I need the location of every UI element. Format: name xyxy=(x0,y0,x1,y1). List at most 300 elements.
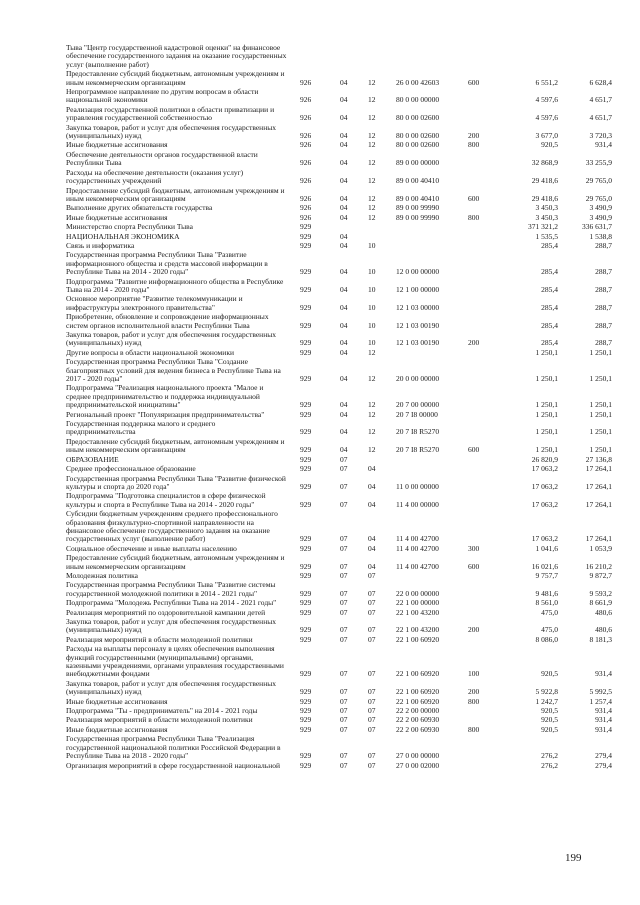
subsection-code: 07 xyxy=(368,760,376,770)
subsection-code: 12 xyxy=(368,95,376,105)
amount-year-1: 1 250,1 xyxy=(535,347,558,357)
target-article-code: 27 0 00 02000 xyxy=(396,760,440,770)
ved-code: 929 xyxy=(300,240,312,250)
expense-type-code: 800 xyxy=(468,212,480,222)
ved-code: 926 xyxy=(300,113,312,123)
target-article-code: 22 0 00 00000 xyxy=(396,588,440,598)
section-code: 04 xyxy=(340,302,348,312)
target-article-code: 11 4 00 00000 xyxy=(396,499,439,509)
amount-year-2: 8 181,3 xyxy=(589,634,612,644)
amount-year-1: 26 820,9 xyxy=(531,454,558,464)
row-name: Предоставление субсидий бюджетным, автономным учреждениям и иным некоммерческим организациям xyxy=(66,553,285,571)
budget-table xyxy=(66,43,612,771)
table-row xyxy=(66,347,612,357)
section-code: 04 xyxy=(340,158,348,168)
amount-year-2: 1 250,1 xyxy=(589,347,612,357)
section-code: 04 xyxy=(340,320,348,330)
row-name: Расходы на выплаты персоналу в целях обеспечения выполнения функций государственными (муниципальными) органами, казенными учреждениями, органами управления государственными внебюджетными фондами xyxy=(66,644,284,679)
ved-code: 926 xyxy=(300,193,312,203)
subsection-code: 04 xyxy=(368,481,376,491)
table-row xyxy=(66,464,612,474)
amount-year-1: 1 535,5 xyxy=(535,231,558,241)
amount-year-1: 4 597,6 xyxy=(535,113,558,123)
section-code: 04 xyxy=(340,267,348,277)
amount-year-2: 16 210,2 xyxy=(585,561,612,571)
section-code: 07 xyxy=(340,715,348,725)
subsection-code: 07 xyxy=(368,706,376,716)
ved-code: 929 xyxy=(300,669,312,679)
ved-code: 929 xyxy=(300,445,312,455)
section-code: 04 xyxy=(340,95,348,105)
section-code: 07 xyxy=(340,669,348,679)
amount-year-2: 17 264,1 xyxy=(585,499,612,509)
table-row xyxy=(66,294,612,312)
subsection-code: 10 xyxy=(368,320,376,330)
ved-code: 929 xyxy=(300,561,312,571)
ved-code: 929 xyxy=(300,687,312,697)
section-code: 04 xyxy=(340,77,348,87)
amount-year-2: 17 264,1 xyxy=(585,481,612,491)
subsection-code: 12 xyxy=(368,131,376,141)
target-article-code: 80 0 00 02600 xyxy=(396,131,440,141)
target-article-code: 22 1 00 00000 xyxy=(396,598,440,608)
subsection-code: 07 xyxy=(368,625,376,635)
target-article-code: 22 1 00 60920 xyxy=(396,669,440,679)
ved-code: 926 xyxy=(300,212,312,222)
amount-year-1: 920,5 xyxy=(541,715,558,725)
subsection-code: 12 xyxy=(368,158,376,168)
section-code: 07 xyxy=(340,607,348,617)
table-row xyxy=(66,250,612,277)
table-row xyxy=(66,607,612,617)
ved-code: 929 xyxy=(300,481,312,491)
section-code: 07 xyxy=(340,625,348,635)
table-row xyxy=(66,724,612,734)
table-row xyxy=(66,580,612,598)
amount-year-2: 17 264,1 xyxy=(585,534,612,544)
target-article-code: 89 0 00 00000 xyxy=(396,158,440,168)
amount-year-2: 1 257,4 xyxy=(589,696,612,706)
row-name: Реализация мероприятий в области молодежной политики xyxy=(66,634,253,644)
page-number: 199 xyxy=(565,852,582,864)
subsection-code: 07 xyxy=(368,598,376,608)
amount-year-2: 480,6 xyxy=(595,625,612,635)
section-code: 07 xyxy=(340,570,348,580)
expense-type-code: 800 xyxy=(468,724,480,734)
amount-year-1: 8 561,0 xyxy=(535,598,558,608)
ved-code: 929 xyxy=(300,570,312,580)
section-code: 04 xyxy=(340,445,348,455)
section-code: 07 xyxy=(340,687,348,697)
amount-year-1: 920,5 xyxy=(541,140,558,150)
table-row xyxy=(66,734,612,761)
amount-year-1: 285,4 xyxy=(541,240,558,250)
subsection-code: 04 xyxy=(368,464,376,474)
amount-year-1: 29 418,6 xyxy=(531,176,558,186)
ved-code: 926 xyxy=(300,77,312,87)
amount-year-2: 9 872,7 xyxy=(589,570,612,580)
section-code: 07 xyxy=(340,534,348,544)
section-code: 04 xyxy=(340,284,348,294)
row-name: Иные бюджетные ассигнования xyxy=(66,724,168,734)
table-row xyxy=(66,491,612,509)
amount-year-2: 288,7 xyxy=(595,267,612,277)
ved-code: 929 xyxy=(300,499,312,509)
ved-code: 926 xyxy=(300,140,312,150)
subsection-code: 12 xyxy=(368,347,376,357)
subsection-code: 12 xyxy=(368,212,376,222)
row-name: Закупка товаров, работ и услуг для обеспечения государственных (муниципальных) нужд xyxy=(66,330,277,348)
section-code: 07 xyxy=(340,696,348,706)
amount-year-1: 1 242,7 xyxy=(535,696,558,706)
subsection-code: 07 xyxy=(368,634,376,644)
amount-year-2: 931,4 xyxy=(595,724,612,734)
amount-year-2: 1 250,1 xyxy=(589,400,612,410)
amount-year-2: 931,4 xyxy=(595,706,612,716)
ved-code: 929 xyxy=(300,751,312,761)
target-article-code: 12 1 03 00190 xyxy=(396,338,440,348)
section-code: 07 xyxy=(340,588,348,598)
table-row xyxy=(66,644,612,679)
amount-year-1: 920,5 xyxy=(541,724,558,734)
subsection-code: 12 xyxy=(368,400,376,410)
row-name: Иные бюджетные ассигнования xyxy=(66,140,168,150)
subsection-code: 10 xyxy=(368,267,376,277)
target-article-code: 89 0 00 40410 xyxy=(396,176,440,186)
table-row xyxy=(66,212,612,222)
target-article-code: 89 0 00 99990 xyxy=(396,203,440,213)
row-name: Государственная поддержка малого и среднего предпринимательства xyxy=(66,419,216,437)
amount-year-1: 17 063,2 xyxy=(531,534,558,544)
amount-year-1: 1 250,1 xyxy=(535,409,558,419)
target-article-code: 80 0 00 02600 xyxy=(396,113,440,123)
amount-year-2: 931,4 xyxy=(595,715,612,725)
expense-type-code: 200 xyxy=(468,131,480,141)
table-row xyxy=(66,617,612,635)
ved-code: 926 xyxy=(300,131,312,141)
amount-year-2: 6 628,4 xyxy=(589,77,612,87)
section-code: 07 xyxy=(340,499,348,509)
section-code: 04 xyxy=(340,338,348,348)
target-article-code: 20 7 I8 00000 xyxy=(396,409,438,419)
ved-code: 929 xyxy=(300,320,312,330)
amount-year-2: 288,7 xyxy=(595,284,612,294)
ved-code: 929 xyxy=(300,409,312,419)
row-name: Государственная программа Республики Тыва "Создание благоприятных условий для ведения бизнеса в Республике Тыва на 2017 - 2020 годы" xyxy=(66,357,281,384)
section-code: 04 xyxy=(340,347,348,357)
amount-year-2: 33 255,9 xyxy=(585,158,612,168)
target-article-code: 11 4 00 42700 xyxy=(396,561,439,571)
amount-year-1: 1 250,1 xyxy=(535,400,558,410)
amount-year-1: 285,4 xyxy=(541,284,558,294)
expense-type-code: 600 xyxy=(468,561,480,571)
amount-year-1: 29 418,6 xyxy=(531,193,558,203)
subsection-code: 07 xyxy=(368,687,376,697)
amount-year-1: 5 922,8 xyxy=(535,687,558,697)
amount-year-2: 5 992,5 xyxy=(589,687,612,697)
amount-year-1: 17 063,2 xyxy=(531,464,558,474)
target-article-code: 80 0 00 00000 xyxy=(396,95,440,105)
ved-code: 926 xyxy=(300,158,312,168)
row-name: Связь и информатика xyxy=(66,240,135,250)
expense-type-code: 200 xyxy=(468,338,480,348)
row-name: Социальное обеспечение и иные выплаты населению xyxy=(66,543,237,553)
amount-year-1: 285,4 xyxy=(541,320,558,330)
amount-year-1: 475,0 xyxy=(541,625,558,635)
amount-year-1: 371 321,2 xyxy=(528,222,558,232)
row-name: Предоставление субсидий бюджетным, автономным учреждениям и иным некоммерческим организациям xyxy=(66,436,285,455)
row-name: Региональный проект "Популяризация предпринимательства" xyxy=(66,409,265,419)
expense-type-code: 300 xyxy=(468,543,480,553)
table-row xyxy=(66,231,612,241)
ved-code: 929 xyxy=(300,534,312,544)
ved-code: 929 xyxy=(300,706,312,716)
amount-year-2: 1 250,1 xyxy=(589,427,612,437)
ved-code: 929 xyxy=(300,231,312,241)
subsection-code: 04 xyxy=(368,534,376,544)
section-code: 04 xyxy=(340,240,348,250)
target-article-code: 22 1 00 43200 xyxy=(396,607,440,617)
ved-code: 929 xyxy=(300,724,312,734)
amount-year-1: 920,5 xyxy=(541,669,558,679)
ved-code: 929 xyxy=(300,427,312,437)
amount-year-1: 1 250,1 xyxy=(535,374,558,384)
amount-year-1: 920,5 xyxy=(541,706,558,716)
amount-year-1: 285,4 xyxy=(541,338,558,348)
table-row xyxy=(66,509,612,544)
amount-year-1: 17 063,2 xyxy=(531,481,558,491)
row-name: Предоставление субсидий бюджетным, автономным учреждениям и иным некоммерческим организациям xyxy=(66,185,285,203)
amount-year-2: 4 651,7 xyxy=(589,113,612,123)
expense-type-code: 200 xyxy=(468,625,480,635)
amount-year-1: 8 086,0 xyxy=(535,634,558,644)
subsection-code: 04 xyxy=(368,499,376,509)
ved-code: 929 xyxy=(300,222,312,232)
section-code: 04 xyxy=(340,176,348,186)
target-article-code: 22 1 00 60920 xyxy=(396,687,440,697)
ved-code: 929 xyxy=(300,588,312,598)
row-name: Организация мероприятий в сфере государственной национальной xyxy=(66,760,280,770)
section-code: 07 xyxy=(340,481,348,491)
row-name: Иные бюджетные ассигнования xyxy=(66,696,168,706)
target-article-code: 22 2 00 60930 xyxy=(396,715,440,725)
ved-code: 929 xyxy=(300,338,312,348)
table-row xyxy=(66,203,612,213)
amount-year-1: 285,4 xyxy=(541,267,558,277)
ved-code: 929 xyxy=(300,284,312,294)
target-article-code: 89 0 00 99990 xyxy=(396,212,440,222)
section-code: 07 xyxy=(340,706,348,716)
subsection-code: 12 xyxy=(368,77,376,87)
row-name: Реализация мероприятий по оздоровительной кампании детей xyxy=(66,607,266,617)
row-name: Иные бюджетные ассигнования xyxy=(66,212,168,222)
expense-type-code: 100 xyxy=(468,669,480,679)
section-code: 04 xyxy=(340,231,348,241)
section-code: 04 xyxy=(340,427,348,437)
row-name: Закупка товаров, работ и услуг для обеспечения государственных (муниципальных) нужд xyxy=(66,678,277,697)
row-name: Непрограммное направление по другим вопросам в области национальной экономики xyxy=(66,87,259,105)
row-name: Государственная программа Республики Тыва "Развитие физической культуры и спорта до 2020 года" xyxy=(66,473,286,491)
row-name: Закупка товаров, работ и услуг для обеспечения государственных (муниципальных) нужд xyxy=(66,617,277,635)
target-article-code: 27 0 00 00000 xyxy=(396,751,440,761)
table-row xyxy=(66,570,612,580)
target-article-code: 22 2 00 00000 xyxy=(396,706,440,716)
subsection-code: 10 xyxy=(368,284,376,294)
ved-code: 929 xyxy=(300,454,312,464)
table-row xyxy=(66,409,612,419)
subsection-code: 12 xyxy=(368,113,376,123)
table-row xyxy=(66,167,612,186)
ved-code: 929 xyxy=(300,543,312,553)
expense-type-code: 600 xyxy=(468,193,480,203)
table-row xyxy=(66,149,612,168)
amount-year-2: 279,4 xyxy=(595,751,612,761)
ved-code: 929 xyxy=(300,598,312,608)
subsection-code: 07 xyxy=(368,588,376,598)
row-name: Подпрограмма "Молодежь Республики Тыва на 2014 - 2021 годы" xyxy=(66,598,277,608)
section-code: 07 xyxy=(340,724,348,734)
target-article-code: 20 7 00 00000 xyxy=(396,400,440,410)
row-name: Реализация мероприятий в области молодежной политики xyxy=(66,715,253,725)
amount-year-2: 1 250,1 xyxy=(589,374,612,384)
amount-year-1: 17 063,2 xyxy=(531,499,558,509)
amount-year-2: 3 490,9 xyxy=(589,203,612,213)
target-article-code: 12 0 00 00000 xyxy=(396,267,440,277)
target-article-code: 12 1 03 00190 xyxy=(396,320,440,330)
target-article-code: 20 7 I8 R5270 xyxy=(396,427,440,437)
amount-year-1: 276,2 xyxy=(541,751,558,761)
row-name: Государственная программа Республики Тыва "Развитие информационного общества и средств массовой информации в Республике Тыва на 2014 - 2020 годы" xyxy=(66,250,268,277)
row-name: Расходы на обеспечение деятельности (оказания услуг) государственных учреждений xyxy=(66,167,244,186)
amount-year-1: 9 481,6 xyxy=(535,588,558,598)
section-code: 07 xyxy=(340,751,348,761)
ved-code: 929 xyxy=(300,400,312,410)
amount-year-2: 480,6 xyxy=(595,607,612,617)
amount-year-1: 1 041,6 xyxy=(535,543,558,553)
ved-code: 929 xyxy=(300,715,312,725)
expense-type-code: 200 xyxy=(468,687,480,697)
table-row xyxy=(66,419,612,437)
row-name: Среднее профессиональное образование xyxy=(66,464,196,474)
row-name: Подпрограмма "Реализация национального проекта "Малое и среднее предпринимательство и поддержка индивидуальной предпринимательской инициативы" xyxy=(66,383,264,410)
section-code: 07 xyxy=(340,598,348,608)
amount-year-2: 931,4 xyxy=(595,140,612,150)
table-row xyxy=(66,312,612,330)
table-row xyxy=(66,185,612,204)
section-code: 04 xyxy=(340,113,348,123)
amount-year-1: 3 677,0 xyxy=(535,131,558,141)
table-row xyxy=(66,598,612,608)
table-row xyxy=(66,357,612,384)
subsection-code: 07 xyxy=(368,724,376,734)
table-row xyxy=(66,678,612,697)
table-row xyxy=(66,87,612,105)
table-row xyxy=(66,543,612,553)
row-name: Подпрограмма "Развитие информационного общества в Республике Тыва на 2014 - 2020 годы" xyxy=(66,276,284,294)
ved-code: 926 xyxy=(300,176,312,186)
target-article-code: 20 0 00 00000 xyxy=(396,374,440,384)
amount-year-2: 1 250,1 xyxy=(589,409,612,419)
table-row xyxy=(66,760,612,770)
row-name: Молодежная политика xyxy=(66,570,138,580)
amount-year-2: 8 661,9 xyxy=(589,598,612,608)
row-name: НАЦИОНАЛЬНАЯ ЭКОНОМИКА xyxy=(66,231,180,241)
amount-year-2: 3 720,3 xyxy=(589,131,612,141)
ved-code: 929 xyxy=(300,374,312,384)
amount-year-2: 27 136,8 xyxy=(585,454,612,464)
target-article-code: 80 0 00 02600 xyxy=(396,140,440,150)
ved-code: 926 xyxy=(300,203,312,213)
table-row xyxy=(66,140,612,150)
table-row xyxy=(66,240,612,250)
subsection-code: 10 xyxy=(368,240,376,250)
row-name: Приобретение, обновление и сопровождение информационных систем органов исполнительной власти Республики Тыва xyxy=(66,312,269,330)
row-name: Предоставление субсидий бюджетным, автономным учреждениям и иным некоммерческим организациям xyxy=(66,69,285,87)
amount-year-1: 6 551,2 xyxy=(535,77,558,87)
section-code: 07 xyxy=(340,454,348,464)
amount-year-2: 288,7 xyxy=(595,320,612,330)
target-article-code: 22 1 00 60920 xyxy=(396,634,440,644)
target-article-code: 12 1 00 00000 xyxy=(396,284,440,294)
target-article-code: 20 7 I8 R5270 xyxy=(396,445,440,455)
row-name: Выполнение других обязательств государства xyxy=(66,203,213,213)
ved-code: 929 xyxy=(300,607,312,617)
target-article-code: 12 1 03 00000 xyxy=(396,302,440,312)
amount-year-2: 931,4 xyxy=(595,669,612,679)
row-name: Государственная программа Республики Тыва "Реализация государственной национальной политики Российской Федерации в Республике Тыва на 2018 - 2020 годы" xyxy=(66,734,281,761)
table-row xyxy=(66,222,612,232)
row-name: Подпрограмма "Подготовка специалистов в сфере физической культуры и спорта в Республике Тыва на 2014 - 2020 годы" xyxy=(66,491,266,509)
subsection-code: 10 xyxy=(368,338,376,348)
section-code: 04 xyxy=(340,131,348,141)
subsection-code: 12 xyxy=(368,176,376,186)
amount-year-2: 29 765,0 xyxy=(585,176,612,186)
row-name: Министерство спорта Республики Тыва xyxy=(66,222,193,232)
amount-year-1: 276,2 xyxy=(541,760,558,770)
ved-code: 929 xyxy=(300,696,312,706)
table-row xyxy=(66,634,612,644)
amount-year-2: 1 250,1 xyxy=(589,445,612,455)
section-code: 07 xyxy=(340,543,348,553)
ved-code: 929 xyxy=(300,760,312,770)
amount-year-1: 16 021,6 xyxy=(531,561,558,571)
subsection-code: 12 xyxy=(368,445,376,455)
amount-year-2: 1 053,9 xyxy=(589,543,612,553)
ved-code: 929 xyxy=(300,464,312,474)
row-name: Другие вопросы в области национальной экономики xyxy=(66,347,234,357)
subsection-code: 12 xyxy=(368,140,376,150)
subsection-code: 07 xyxy=(368,751,376,761)
section-code: 07 xyxy=(340,561,348,571)
amount-year-1: 3 450,3 xyxy=(535,203,558,213)
subsection-code: 04 xyxy=(368,543,376,553)
section-code: 04 xyxy=(340,409,348,419)
row-name: Подпрограмма "Ты - предприниматель" на 2014 - 2021 годы xyxy=(66,706,258,716)
amount-year-2: 9 593,2 xyxy=(589,588,612,598)
amount-year-2: 29 765,0 xyxy=(585,193,612,203)
amount-year-2: 17 264,1 xyxy=(585,464,612,474)
ved-code: 929 xyxy=(300,302,312,312)
subsection-code: 12 xyxy=(368,409,376,419)
amount-year-2: 3 490,9 xyxy=(589,212,612,222)
section-code: 07 xyxy=(340,464,348,474)
section-code: 04 xyxy=(340,212,348,222)
row-name: Основное мероприятие "Развитие телекоммуникации и инфраструктуры электронного правительства" xyxy=(66,294,243,312)
section-code: 04 xyxy=(340,203,348,213)
row-name: Обеспечение деятельности органов государственной власти Республики Тыва xyxy=(66,149,258,168)
expense-type-code: 800 xyxy=(468,696,480,706)
table-row xyxy=(66,276,612,295)
